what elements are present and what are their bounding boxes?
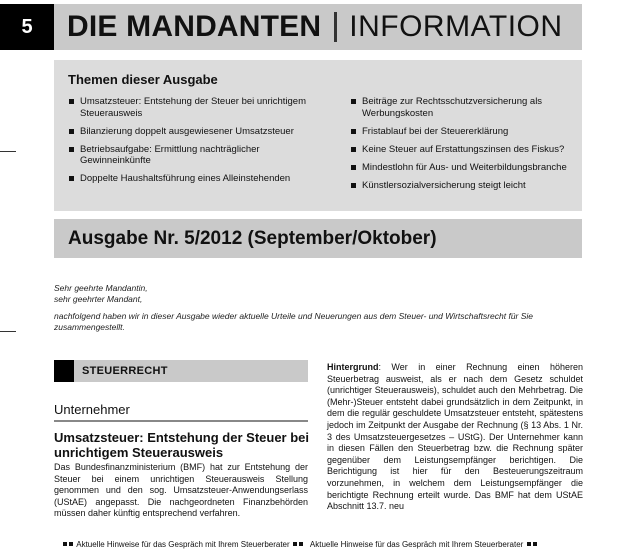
footer-text: Aktuelle Hinweise für das Gespräch mit Ihrem Steuerberater [309, 540, 524, 549]
subsection-rule [54, 420, 308, 422]
article-left-text: Das Bundesfinanzministerium (BMF) hat zur Entstehung der Steuer bei einem unrichtigen Steuerausweis Stellung genommen und den sog. Umsatzsteuer-Anwendungserlass (UStAE) angepasst. Die nachgeordneten Finanzbehörden müssen daher künftig entsprechend verfahren. [54, 462, 308, 519]
margin-mark [0, 151, 16, 152]
topic-item[interactable]: Doppelte Haushaltsführung eines Alleinstehenden [68, 173, 326, 185]
issue-banner [54, 219, 582, 258]
footer-segment-1 [62, 540, 304, 549]
section-marker [54, 360, 74, 382]
footer-segment-2 [310, 540, 538, 549]
topic-item[interactable]: Fristablauf bei der Steuererklärung [350, 126, 578, 138]
topics-title: Themen dieser Ausgabe [68, 72, 218, 87]
article-right-text [327, 362, 583, 513]
article-right-lead: Hintergrund [327, 362, 379, 372]
section-header [54, 360, 308, 382]
topics-box [54, 60, 582, 211]
topic-item[interactable]: Bilanzierung doppelt ausgewiesener Umsatzsteuer [68, 126, 326, 138]
masthead-subtitle: INFORMATION [349, 10, 563, 43]
topic-item[interactable]: Keine Steuer auf Erstattungszinsen des Fiskus? [350, 144, 578, 156]
topics-list-right [350, 96, 578, 198]
article-right-body: : Wer in einer Rechnung einen höheren Steuerbetrag ausweist, als er nach dem Gesetz schuldet (unrichtiger Steuerausweis), schuldet auch den Mehrbetrag. Die (Mehr-)Steuer entsteht dabei grundsätzlich in dem Zeitpunkt, in dem die regulär geschuldete Umsatzsteuer entsteht, spätestens jedoch im Zeitpunkt der Ausgabe der Rechnung (§ 13 Abs. 1 Nr. 3 des Umsatzsteuergesetzes – UStG). Der Unternehmer kann in diesen Fällen den Steuerbetrag bzw. die Rechnung später gegenüber dem Leistungsempfänger berichtigen. Die Berichtigung ist hier für den Besteuerungszeitraum vorzunehmen, in welchem dem Leistungsempfänger die berichtigte Rechnung erteilt wurde. Das BMF hat dem UStAE Abschnitt 13.7. neu [327, 362, 583, 512]
topic-item[interactable]: Betriebsaufgabe: Ermittlung nachträglicher Gewinneinkünfte [68, 144, 326, 167]
issue-number: 5 [21, 15, 33, 38]
masthead-separator [334, 12, 337, 42]
footer-text: Aktuelle Hinweise für das Gespräch mit Ihrem Steuerberater [76, 540, 290, 549]
section-label: STEUERRECHT [82, 365, 168, 377]
topic-item[interactable]: Beiträge zur Rechtsschutzversicherung als Werbungskosten [350, 96, 578, 119]
salutation-line-2: sehr geehrter Mandant, [54, 294, 143, 304]
issue-title: Ausgabe Nr. 5/2012 (September/Oktober) [68, 227, 437, 249]
topic-item[interactable]: Künstlersozialversicherung steigt leicht [350, 180, 578, 192]
topics-list-left [68, 96, 326, 191]
issue-number-box [0, 4, 54, 50]
margin-mark [0, 331, 16, 332]
masthead [54, 4, 582, 50]
topic-item[interactable]: Umsatzsteuer: Entstehung der Steuer bei unrichtigem Steuerausweis [68, 96, 326, 119]
topic-item[interactable]: Mindestlohn für Aus- und Weiterbildungsbranche [350, 162, 578, 174]
article-title: Umsatzsteuer: Entstehung der Steuer bei unrichtigem Steuerausweis [54, 430, 309, 460]
masthead-title: DIE MANDANTEN [67, 10, 322, 43]
intro-text: nachfolgend haben wir in dieser Ausgabe wieder aktuelle Urteile und Neuerungen aus dem Steuer- und Wirtschaftsrecht für Sie zusammengestellt. [54, 311, 534, 332]
footer [0, 540, 630, 549]
subsection-heading: Unternehmer [54, 402, 130, 417]
salutation-line-1: Sehr geehrte Mandantin, [54, 283, 148, 293]
